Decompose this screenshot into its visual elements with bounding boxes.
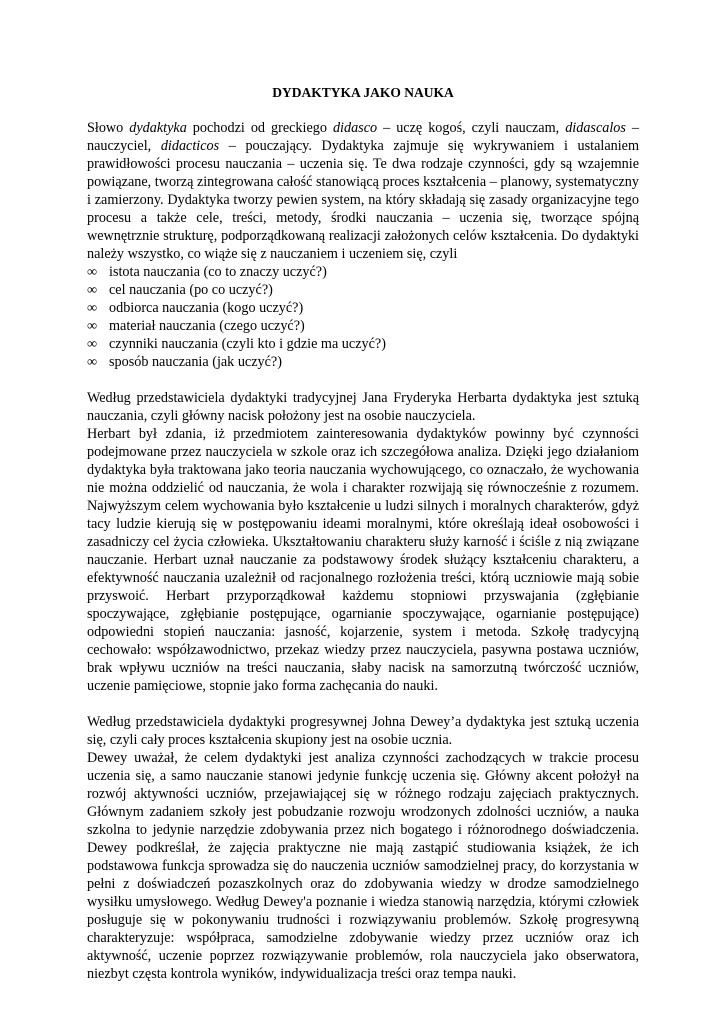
- infinity-bullet-icon: ∞: [87, 264, 98, 280]
- dewey-body-paragraph: Dewey uważał, że celem dydaktyki jest analiza czynności zachodzących w trakcie procesu uczenia się, a samo nauczanie stanowi jedynie funkcję uczenia się. Główny akcent położył na rozwój aktywności uczniów, przejawiającej się w różnego rodzaju zajęciach praktycznych. Głównym zadaniem szkoły jest pobudzanie rozwoju wrodzonych zdolności uczniów, a nauka szkolna to jedynie narzędzie zdobywania przez nich bogatego i różnorodnego doświadczenia. Dewey podkreślał, że zajęcia praktyczne nie mają zastąpić studiowania książek, że ich podstawowa funkcja sprowadza się do nauczenia uczniów samodzielnej pracy, do korzystania w pełni z doświadczeń pozaszkolnych oraz do zdobywania wiedzy w drodze samodzielnego wysiłku umysłowego. Według Dewey'a poznanie i wiedza stanowią narzędzia, którymi człowiek posługuje się w pokonywaniu trudności i rozwiązywaniu problemów. Szkołę progresywną charakteryzuje: współpraca, samodzielne zdobywanie wiedzy przez uczniów oraz ich aktywność, uczenie poprzez rozwiązywanie problemów, rola nauczyciela jako obserwatora, niezbyt częsta kontrola wyników, indywidualizacja treści oraz tempa nauki.: [87, 750, 639, 982]
- intro-text: – nauczyciel,: [87, 120, 640, 154]
- infinity-bullet-icon: ∞: [87, 354, 98, 370]
- list-item-text: istota nauczania (co to znaczy uczyć?): [109, 264, 327, 280]
- intro-term: didascalos: [565, 120, 626, 136]
- paragraph-spacer: [87, 371, 639, 389]
- infinity-bullet-icon: ∞: [87, 318, 98, 334]
- list-item-text: czynniki nauczania (czyli kto i gdzie ma uczyć?): [109, 336, 386, 352]
- document-title: DYDAKTYKA JAKO NAUKA: [272, 85, 454, 100]
- intro-term: didasco: [332, 120, 378, 136]
- paragraph-spacer: [87, 695, 639, 713]
- list-item-text: cel nauczania (po co uczyć?): [109, 282, 273, 298]
- intro-text: Słowo: [87, 120, 130, 136]
- dewey-intro-paragraph: Według przedstawiciela dydaktyki progresywnej Johna Dewey’a dydaktyka jest sztuką uczenia się, czyli cały proces kształcenia skupiony jest na osobie ucznia.: [87, 714, 639, 748]
- herbart-intro-paragraph: Według przedstawiciela dydaktyki tradycyjnej Jana Fryderyka Herbarta dydaktyka jest sztuką nauczania, czyli główny nacisk położony jest na osobie nauczyciela.: [87, 390, 639, 424]
- list-item-text: sposób nauczania (jak uczyć?): [109, 354, 282, 370]
- list-item: [87, 299, 639, 317]
- herbart-body-paragraph: Herbart był zdania, iż przedmiotem zainteresowania dydaktyków powinny być czynności podejmowane przez nauczyciela w szkole oraz ich szczegółowa analiza. Dzięki jego działaniom dydaktyka była traktowana jako teoria nauczania wychowującego, co oznaczało, że wychowania nie można oddzielić od nauczania, że wola i charakter rozwijają się równocześnie z rozumem. Najwyższym celem wychowania było kształcenie u ludzi silnych i moralnych charakterów, gdyż tacy ludzie kierują się w postępowaniu ideami moralnymi, które określają ideał osobowości i zasadniczy cel życia człowieka. Ukształtowaniu charakteru służy karność i ściśle z nią związane nauczanie. Herbart uznał nauczanie za podstawowy środek służący kształceniu charakteru, a efektywność nauczania uzależnił od racjonalnego rozłożenia treści, którą uczniowie mają sobie przyswoić. Herbart przyporządkował każdemu stopniowi przyswajania (zgłębianie spoczywające, zgłębianie postępujące, ogarnianie spoczywające, ogarnianie postępujące) odpowiedni stopień nauczania: jasność, kojarzenie, system i metoda. Szkołę tradycyjną cechowało: współzawodnictwo, przekaz wiedzy przez nauczyciela, pasywna postawa uczniów, brak wpływu uczniów na treści nauczania, słaby nacisk na samorzutną twórczość uczniów, uczenie pamięciowe, stopnie jako forma zachęcania do nauki.: [87, 426, 639, 694]
- intro-paragraph: [87, 119, 639, 263]
- list-item: [87, 263, 639, 281]
- list-item-text: odbiorca nauczania (kogo uczyć?): [109, 300, 304, 316]
- intro-text: – pouczający. Dydaktyka zajmuje się wykrywaniem i ustalaniem prawidłowości procesu nauczania – uczenia się. Te dwa rodzaje czynności, gdy są wzajemnie powiązane, tworzą zintegrowana całość stanowiącą proces kształcenia – planowy, systematyczny i zamierzony. Dydaktyka tworzy pewien system, na który składają się zasady organizacyjne tego procesu a także cele, treści, metody, środki nauczania – uczenia się, tworzące spójną wewnętrznie strukturę, podporządkowaną realizacji założonych celów kształcenia. Do dydaktyki należy wszystko, co wiąże się z nauczaniem i uczeniem się, czyli: [87, 138, 640, 262]
- bullet-list: [87, 263, 639, 371]
- list-item: [87, 335, 639, 353]
- intro-term: dydaktyka: [129, 120, 187, 136]
- list-item: [87, 353, 639, 371]
- document-page: [87, 84, 639, 983]
- list-item: [87, 317, 639, 335]
- list-item-text: materiał nauczania (czego uczyć?): [109, 318, 305, 334]
- infinity-bullet-icon: ∞: [87, 282, 98, 298]
- intro-text: – uczę kogoś, czyli nauczam,: [377, 120, 566, 136]
- infinity-bullet-icon: ∞: [87, 336, 98, 352]
- intro-text: pochodzi od greckiego: [186, 120, 333, 136]
- list-item: [87, 281, 639, 299]
- infinity-bullet-icon: ∞: [87, 300, 98, 316]
- intro-term: didacticos: [160, 138, 220, 154]
